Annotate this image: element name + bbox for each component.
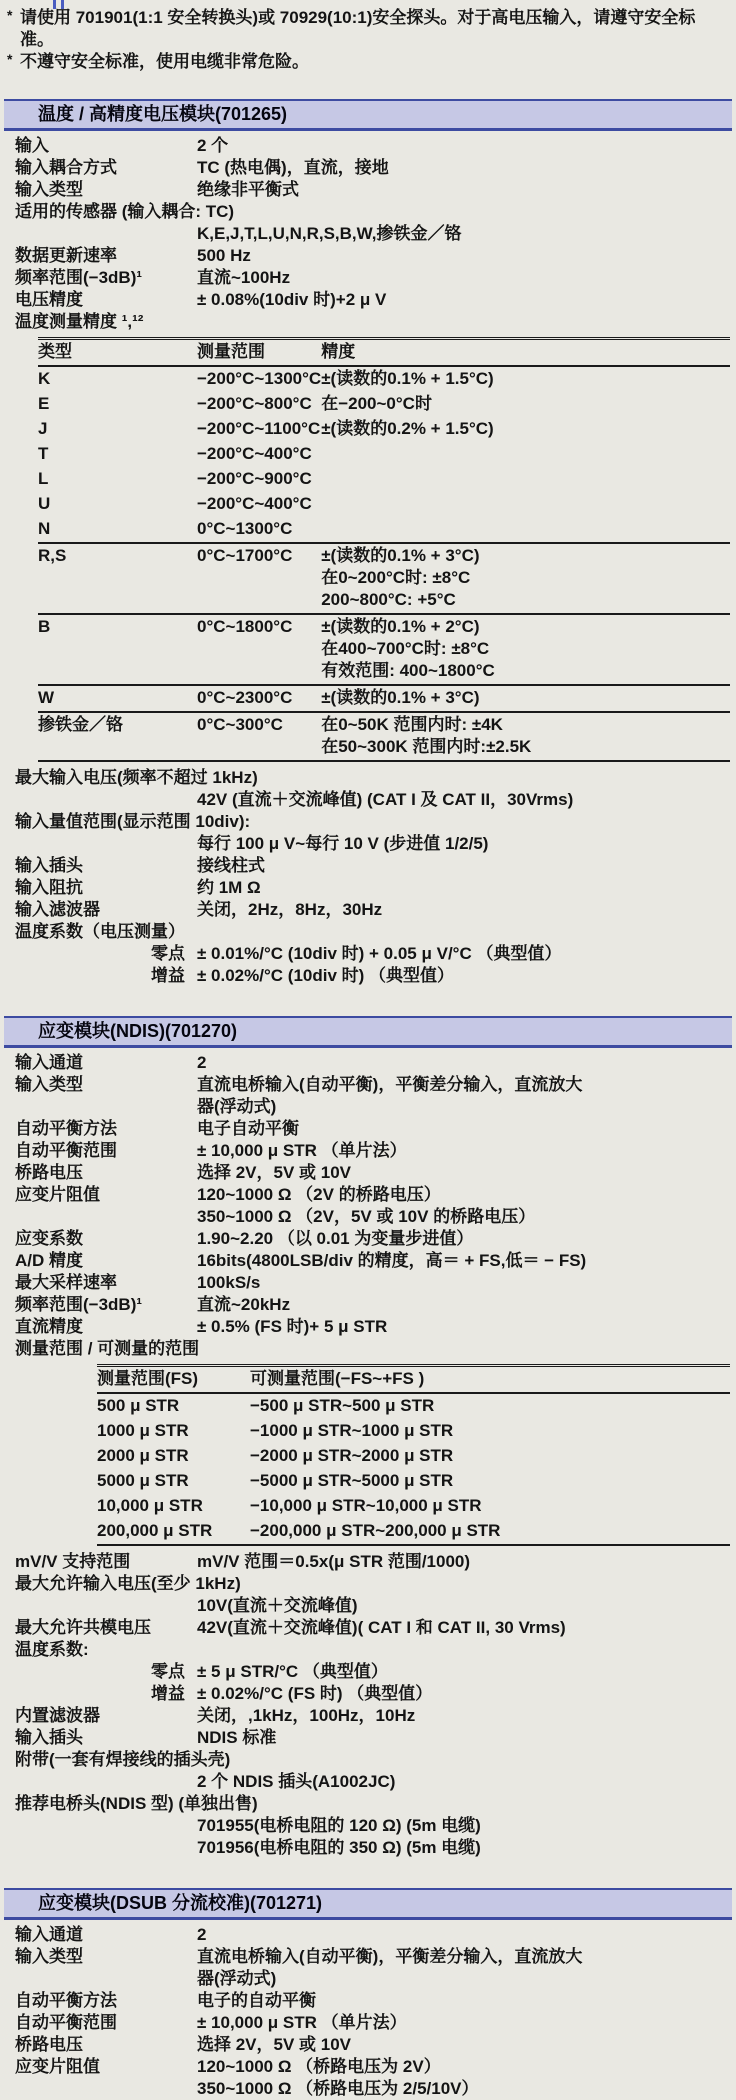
spec-value bbox=[197, 1074, 730, 1118]
spec-label: 自动平衡范围 bbox=[15, 1141, 117, 1160]
spec-row bbox=[15, 855, 730, 877]
spec-sub-label: 零点 bbox=[151, 1662, 185, 1681]
spec-row bbox=[15, 289, 730, 311]
spec-row bbox=[15, 245, 730, 267]
spec-label: 输入通道 bbox=[15, 1053, 83, 1072]
spec-value bbox=[197, 1228, 730, 1250]
spec-label: 直流精度 bbox=[15, 1317, 83, 1336]
accuracy-line: 在0~50K 范围内时: ±4K bbox=[321, 715, 503, 734]
accuracy-line: 在50~300K 范围内时:±2.5K bbox=[321, 737, 532, 756]
spec-value-line: 42V(直流＋交流峰值)( CAT I 和 CAT II, 30 Vrms) bbox=[197, 1618, 566, 1637]
spec-label: 自动平衡范围 bbox=[15, 2013, 117, 2032]
spec-value-line: 直流~100Hz bbox=[197, 268, 291, 287]
table-row bbox=[38, 442, 730, 467]
table-row bbox=[38, 492, 730, 517]
spec-row bbox=[15, 2056, 730, 2078]
fs-range-cell: 10,000 μ STR bbox=[97, 1496, 203, 1515]
range-cell: 0°C~300°C bbox=[197, 712, 321, 761]
spec-value bbox=[197, 1052, 730, 1074]
spec-row bbox=[15, 1946, 730, 1990]
spec-label: 电压精度 bbox=[15, 290, 83, 309]
spec-row bbox=[15, 1705, 730, 1727]
spec-row bbox=[15, 1184, 730, 1206]
spec-value: 350~1000 Ω （桥路电压为 2/5/10V） bbox=[197, 2079, 479, 2098]
spec-value: 42V (直流＋交流峰值) (CAT I 及 CAT II，30Vrms) bbox=[197, 790, 574, 809]
accuracy-cell bbox=[321, 614, 730, 685]
spec-value-line: 绝缘非平衡式 bbox=[197, 180, 299, 199]
section-title: 应变模块(DSUB 分流校准)(701271) bbox=[38, 1893, 323, 1913]
sensor-type-cell: T bbox=[38, 444, 49, 463]
spec-label: 内置滤波器 bbox=[15, 1706, 100, 1725]
table-head bbox=[97, 1366, 730, 1394]
spec-value bbox=[197, 1617, 730, 1639]
spec-value-line: 电子的自动平衡 bbox=[197, 1991, 316, 2010]
range-cell: −200°C~800°C bbox=[197, 394, 312, 413]
accuracy-line: 在−200~0°C时 bbox=[321, 394, 432, 413]
spec-value bbox=[197, 877, 730, 899]
table-row bbox=[38, 685, 730, 712]
spec-value: 350~1000 Ω （2V，5V 或 10V 的桥路电压） bbox=[197, 1207, 536, 1226]
spec-value-line: 100kS/s bbox=[197, 1273, 261, 1292]
spec-label: 输入类型 bbox=[15, 1075, 83, 1094]
spec-value-line: ± 10,000 μ STR （单片法） bbox=[197, 2013, 407, 2032]
spec-row bbox=[15, 2034, 730, 2056]
accuracy-cell bbox=[321, 543, 730, 614]
spec-value: 2 个 NDIS 插头(A1002JC) bbox=[197, 1772, 396, 1791]
spec-row bbox=[15, 1250, 730, 1272]
accuracy-cell bbox=[321, 392, 730, 417]
table-row bbox=[97, 1419, 730, 1444]
section-header-band bbox=[4, 99, 732, 131]
table-row bbox=[38, 417, 730, 442]
spec-label: 应变片阻值 bbox=[15, 2057, 100, 2076]
spec-value-line: 2 bbox=[197, 1925, 207, 1944]
spec-value bbox=[197, 1924, 730, 1946]
spec-label: 输入滤波器 bbox=[15, 900, 100, 919]
spec-value-line: 500 Hz bbox=[197, 246, 251, 265]
spec-row bbox=[15, 1140, 730, 1162]
spec-sub-row bbox=[15, 943, 730, 965]
accuracy-cell bbox=[321, 685, 730, 712]
spec-label-spacer bbox=[15, 1837, 197, 1859]
spec-value bbox=[197, 1162, 730, 1184]
fs-range-cell: 500 μ STR bbox=[97, 1396, 180, 1415]
spec-label-spacer bbox=[15, 833, 197, 855]
spec-row bbox=[15, 1837, 730, 1859]
spec-label-spacer bbox=[15, 1595, 197, 1617]
spec-value-line: 器(浮动式) bbox=[197, 1969, 277, 1988]
spec-label: 数据更新速率 bbox=[15, 246, 117, 265]
spec-section-label: 温度系数（电压测量） bbox=[15, 922, 185, 941]
table-row bbox=[38, 543, 730, 614]
sections-container bbox=[0, 99, 736, 2100]
spec-value: ± 0.01%/°C (10div 时) + 0.05 μ V/°C （典型值） bbox=[197, 944, 562, 963]
range-cell: 0°C~1800°C bbox=[197, 614, 321, 685]
spec-label: 桥路电压 bbox=[15, 2035, 83, 2054]
section-title: 温度 / 高精度电压模块(701265) bbox=[38, 104, 288, 124]
spec-value bbox=[197, 1946, 730, 1990]
spec-row bbox=[15, 1316, 730, 1338]
spec-value-line: mV/V 范围＝0.5x(μ STR 范围/1000) bbox=[197, 1552, 471, 1571]
spec-label: 输入插头 bbox=[15, 856, 83, 875]
spec-row bbox=[15, 1052, 730, 1074]
safety-note bbox=[7, 7, 726, 51]
spec-value-line: 2 bbox=[197, 1053, 207, 1072]
spec-row bbox=[15, 179, 730, 201]
range-cell: −200°C~400°C bbox=[197, 444, 312, 463]
fs-range-cell: 1000 μ STR bbox=[97, 1421, 189, 1440]
spec-section-label: 测量范围 / 可测量的范围 bbox=[15, 1339, 200, 1358]
spec-value-line: 选择 2V，5V 或 10V bbox=[197, 1163, 352, 1182]
range-cell: 0°C~1700°C bbox=[197, 543, 321, 614]
spec-row bbox=[15, 1074, 730, 1118]
sensor-type-cell: 掺铁金／铬 bbox=[38, 712, 197, 761]
spec-sub-row bbox=[15, 1661, 730, 1683]
spec-label: mV/V 支持范围 bbox=[15, 1552, 131, 1571]
spec-row bbox=[15, 1228, 730, 1250]
fs-range-cell: 2000 μ STR bbox=[97, 1446, 189, 1465]
range-cell: 0°C~2300°C bbox=[197, 685, 321, 712]
spec-value: 每行 100 μ V~每行 10 V (步进值 1/2/5) bbox=[197, 834, 489, 853]
spec-sub-label: 增益 bbox=[151, 1684, 185, 1703]
temperature-accuracy-table bbox=[38, 337, 730, 762]
accuracy-line: ±(读数的0.2% + 1.5°C) bbox=[321, 419, 494, 438]
safety-notes bbox=[0, 7, 736, 73]
spec-value bbox=[197, 245, 730, 267]
spec-label: 频率范围(−3dB)¹ bbox=[15, 268, 143, 287]
spec-label: 输入阻抗 bbox=[15, 878, 83, 897]
spec-value-line: 直流电桥输入(自动平衡)，平衡差分输入，直流放大 bbox=[197, 1947, 583, 1966]
spec-value-line: 16bits(4800LSB/div 的精度，高＝ + FS,低＝ − FS) bbox=[197, 1251, 587, 1270]
spec-label-spacer bbox=[15, 2078, 197, 2100]
spec-value bbox=[197, 899, 730, 921]
spec-value: 10V(直流＋交流峰值) bbox=[197, 1596, 358, 1615]
spec-row bbox=[15, 223, 730, 245]
accuracy-line: 有效范围: 400~1800°C bbox=[321, 661, 495, 680]
measurable-range-cell: −2000 μ STR~2000 μ STR bbox=[250, 1446, 454, 1465]
spec-label-spacer bbox=[15, 1771, 197, 1793]
range-cell: −200°C~1100°C bbox=[197, 419, 321, 438]
spec-label-spacer bbox=[15, 1206, 197, 1228]
measurable-range-cell: −5000 μ STR~5000 μ STR bbox=[250, 1471, 454, 1490]
spec-row bbox=[15, 157, 730, 179]
spec-section-label: 适用的传感器 (输入耦合: TC) bbox=[15, 202, 235, 221]
sensor-type-cell: B bbox=[38, 614, 197, 685]
spec-label: 输入通道 bbox=[15, 1925, 83, 1944]
table-header-row bbox=[97, 1366, 730, 1394]
table-row bbox=[38, 467, 730, 492]
spec-value-line: 120~1000 Ω （桥路电压为 2V） bbox=[197, 2057, 441, 2076]
section-rows bbox=[0, 1920, 736, 2100]
spec-row bbox=[15, 877, 730, 899]
spec-value bbox=[197, 1551, 730, 1573]
spec-value-line: 电子自动平衡 bbox=[197, 1119, 299, 1138]
fs-range-cell: 5000 μ STR bbox=[97, 1471, 189, 1490]
sensor-type-cell: N bbox=[38, 519, 51, 538]
spec-label: 输入插头 bbox=[15, 1728, 83, 1747]
spec-label-spacer bbox=[15, 789, 197, 811]
spec-row bbox=[15, 2012, 730, 2034]
table-header-row bbox=[38, 339, 730, 367]
spec-row bbox=[15, 1595, 730, 1617]
table-row bbox=[97, 1469, 730, 1494]
spec-label: 输入耦合方式 bbox=[15, 158, 117, 177]
spec-value-line: NDIS 标准 bbox=[197, 1728, 277, 1747]
spec-section-label: 输入量值范围(显示范围 10div): bbox=[15, 812, 251, 831]
spec-sub-row bbox=[15, 1683, 730, 1705]
spec-sub-label: 增益 bbox=[151, 966, 185, 985]
spec-section-label: 附带(一套有焊接线的插头壳) bbox=[15, 1750, 231, 1769]
spec-value bbox=[197, 1727, 730, 1749]
accuracy-cell bbox=[321, 712, 730, 761]
accuracy-line: ±(读数的0.1% + 3°C) bbox=[321, 546, 480, 565]
spec-value-line: 接线柱式 bbox=[197, 856, 265, 875]
spec-label: 自动平衡方法 bbox=[15, 1991, 117, 2010]
spec-value: ± 5 μ STR/°C （典型值） bbox=[197, 1662, 388, 1681]
spec-value bbox=[197, 1272, 730, 1294]
sensor-type-cell: R,S bbox=[38, 543, 197, 614]
spec-value bbox=[197, 1118, 730, 1140]
spec-row bbox=[15, 789, 730, 811]
note-text: 不遵守安全标准，使用电缆非常危险。 bbox=[20, 52, 309, 71]
section-strain-module-dsub-701271 bbox=[0, 1888, 736, 2100]
accuracy-line: ±(读数的0.1% + 2°C) bbox=[321, 617, 480, 636]
spec-value bbox=[197, 1316, 730, 1338]
spec-label: A/D 精度 bbox=[15, 1251, 83, 1270]
range-cell: 0°C~1300°C bbox=[197, 519, 293, 538]
bullet-icon: * bbox=[7, 7, 13, 23]
spec-value-line: 器(浮动式) bbox=[197, 1097, 277, 1116]
sensor-type-cell: J bbox=[38, 419, 48, 438]
spec-section-label: 最大允许输入电压(至少 1kHz) bbox=[15, 1574, 241, 1593]
spec-row bbox=[15, 1118, 730, 1140]
fs-range-cell: 200,000 μ STR bbox=[97, 1521, 213, 1540]
accuracy-line: 在400~700°C时: ±8°C bbox=[321, 639, 490, 658]
accuracy-line: ±(读数的0.1% + 3°C) bbox=[321, 688, 480, 707]
spec-value bbox=[197, 2012, 730, 2034]
table-row bbox=[97, 1393, 730, 1419]
spec-row bbox=[15, 1551, 730, 1573]
table-row bbox=[97, 1444, 730, 1469]
accuracy-line: ±(读数的0.1% + 1.5°C) bbox=[321, 369, 494, 388]
table-body bbox=[97, 1393, 730, 1545]
spec-value-line: 选择 2V，5V 或 10V bbox=[197, 2035, 352, 2054]
accuracy-cell bbox=[321, 467, 730, 492]
spec-row bbox=[15, 833, 730, 855]
spec-label-spacer bbox=[15, 1815, 197, 1837]
section-header-band bbox=[4, 1888, 732, 1920]
spec-value: 701955(电桥电阻的 120 Ω) (5m 电缆) bbox=[197, 1816, 481, 1835]
spec-section-label: 推荐电桥头(NDIS 型) (单独出售) bbox=[15, 1794, 258, 1813]
range-cell: −200°C~900°C bbox=[197, 469, 312, 488]
spec-value bbox=[197, 855, 730, 877]
spec-value-line: 120~1000 Ω （2V 的桥路电压） bbox=[197, 1185, 441, 1204]
spec-value-line: ± 0.5% (FS 时)+ 5 μ STR bbox=[197, 1317, 388, 1336]
spec-value: 701956(电桥电阻的 350 Ω) (5m 电缆) bbox=[197, 1838, 481, 1857]
table-head bbox=[38, 339, 730, 367]
spec-value bbox=[197, 289, 730, 311]
column-header: 测量范围(FS) bbox=[97, 1366, 250, 1394]
sensor-type-cell: L bbox=[38, 469, 49, 488]
spec-label: 应变系数 bbox=[15, 1229, 83, 1248]
section-header-band bbox=[4, 1016, 732, 1048]
spec-row bbox=[15, 1272, 730, 1294]
table-row bbox=[97, 1494, 730, 1519]
spec-row bbox=[15, 899, 730, 921]
spec-section-label: 温度测量精度 ¹,¹² bbox=[15, 312, 144, 331]
spec-label: 最大允许共模电压 bbox=[15, 1618, 151, 1637]
spec-value bbox=[197, 179, 730, 201]
sensor-type-cell: K bbox=[38, 369, 51, 388]
column-header: 可测量范围(−FS~+FS ) bbox=[250, 1366, 730, 1394]
spec-section-label: 温度系数: bbox=[15, 1640, 89, 1659]
table-row bbox=[38, 517, 730, 543]
spec-row bbox=[15, 1727, 730, 1749]
spec-row bbox=[15, 1206, 730, 1228]
accuracy-cell bbox=[321, 442, 730, 467]
spec-value bbox=[197, 135, 730, 157]
spec-label: 频率范围(−3dB)¹ bbox=[15, 1295, 143, 1314]
sensor-type-cell: W bbox=[38, 685, 197, 712]
spec-value-line: 直流电桥输入(自动平衡)，平衡差分输入，直流放大 bbox=[197, 1075, 583, 1094]
table-row bbox=[38, 614, 730, 685]
spec-label-spacer bbox=[15, 223, 197, 245]
accuracy-line: 在0~200°C时: ±8°C bbox=[321, 568, 471, 587]
spec-label: 最大采样速率 bbox=[15, 1273, 117, 1292]
range-cell: −200°C~400°C bbox=[197, 494, 312, 513]
table-row bbox=[38, 392, 730, 417]
spec-sub-row bbox=[15, 965, 730, 987]
spec-value bbox=[197, 2056, 730, 2078]
spec-value bbox=[197, 1140, 730, 1162]
spec-value bbox=[197, 1250, 730, 1272]
column-header: 精度 bbox=[321, 339, 730, 367]
table-row bbox=[97, 1519, 730, 1545]
spec-value: ± 0.02%/°C (10div 时) （典型值） bbox=[197, 966, 455, 985]
spec-value bbox=[197, 1294, 730, 1316]
section-strain-module-ndis-701270 bbox=[0, 1016, 736, 1859]
measurable-range-cell: −200,000 μ STR~200,000 μ STR bbox=[250, 1521, 501, 1540]
spec-row bbox=[15, 1924, 730, 1946]
spec-label: 输入 bbox=[15, 136, 49, 155]
measurable-range-cell: −10,000 μ STR~10,000 μ STR bbox=[250, 1496, 482, 1515]
column-header: 类型 bbox=[38, 339, 197, 367]
spec-section-label: 最大输入电压(频率不超过 1kHz) bbox=[15, 768, 258, 787]
section-rows bbox=[0, 131, 736, 987]
spec-row bbox=[15, 1815, 730, 1837]
accuracy-cell bbox=[321, 492, 730, 517]
spec-row bbox=[15, 1990, 730, 2012]
spec-sub-label: 零点 bbox=[151, 944, 185, 963]
sensor-type-cell: U bbox=[38, 494, 51, 513]
spec-value: ± 0.02%/°C (FS 时) （典型值） bbox=[197, 1684, 433, 1703]
spec-value-line: 关闭，,1kHz，100Hz，10Hz bbox=[197, 1706, 416, 1725]
accuracy-line: 200~800°C: +5°C bbox=[321, 590, 456, 609]
spec-value-line: 约 1M Ω bbox=[197, 878, 261, 897]
spec-value-line: 关闭，2Hz，8Hz，30Hz bbox=[197, 900, 383, 919]
section-rows bbox=[0, 1048, 736, 1859]
spec-value-line: 直流~20kHz bbox=[197, 1295, 291, 1314]
spec-row bbox=[15, 1771, 730, 1793]
spec-value-line: 2 个 bbox=[197, 136, 229, 155]
measurable-range-cell: −1000 μ STR~1000 μ STR bbox=[250, 1421, 454, 1440]
range-cell: −200°C~1300°C bbox=[197, 369, 322, 388]
spec-value-line: ± 10,000 μ STR （单片法） bbox=[197, 1141, 407, 1160]
spec-label: 输入类型 bbox=[15, 180, 83, 199]
spec-label: 桥路电压 bbox=[15, 1163, 83, 1182]
spec-label: 输入类型 bbox=[15, 1947, 83, 1966]
spec-value bbox=[197, 1184, 730, 1206]
accuracy-cell bbox=[321, 517, 730, 543]
accuracy-cell bbox=[321, 366, 730, 392]
spec-value bbox=[197, 1990, 730, 2012]
spec-value bbox=[197, 267, 730, 289]
sensor-type-cell: E bbox=[38, 394, 50, 413]
spec-row bbox=[15, 1162, 730, 1184]
table-row bbox=[38, 366, 730, 392]
accuracy-cell bbox=[321, 417, 730, 442]
column-header: 测量范围 bbox=[197, 339, 321, 367]
spec-row bbox=[15, 1294, 730, 1316]
spec-row bbox=[15, 2078, 730, 2100]
spec-label: 应变片阻值 bbox=[15, 1185, 100, 1204]
spec-value-line: ± 0.08%(10div 时)+2 μ V bbox=[197, 290, 387, 309]
section-temp-voltage-module-701265 bbox=[0, 99, 736, 987]
note-text: 请使用 701901(1:1 安全转换头)或 70929(10:1)安全探头。对于高电压输入，请遵守安全标准。 bbox=[20, 8, 696, 49]
spec-value bbox=[197, 157, 730, 179]
table-body bbox=[38, 366, 730, 761]
spec-value-line: TC (热电偶)，直流，接地 bbox=[197, 158, 389, 177]
spec-row bbox=[15, 135, 730, 157]
strain-range-table bbox=[97, 1364, 730, 1546]
spec-row bbox=[15, 267, 730, 289]
spec-row bbox=[15, 1617, 730, 1639]
spec-label: 自动平衡方法 bbox=[15, 1119, 117, 1138]
table-row bbox=[38, 712, 730, 761]
spec-value: K,E,J,T,L,U,N,R,S,B,W,掺铁金／铬 bbox=[197, 224, 462, 243]
section-title: 应变模块(NDIS)(701270) bbox=[38, 1021, 238, 1041]
spec-value bbox=[197, 1705, 730, 1727]
spec-value-line: 1.90~2.20 （以 0.01 为变量步进值） bbox=[197, 1229, 474, 1248]
measurable-range-cell: −500 μ STR~500 μ STR bbox=[250, 1396, 435, 1415]
bullet-icon: * bbox=[7, 51, 13, 67]
spec-value bbox=[197, 2034, 730, 2056]
safety-note bbox=[7, 51, 726, 73]
